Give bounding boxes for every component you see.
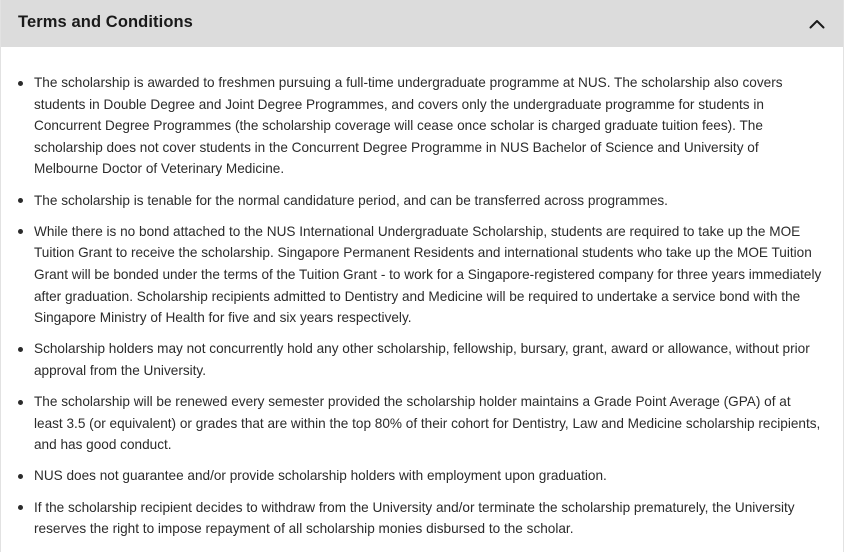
term-text: NUS does not guarantee and/or provide scholarship holders with employment upon graduation.	[34, 468, 607, 484]
term-text: If the scholarship recipient decides to withdraw from the University and/or terminate the scholarship prematurely, the University reserves the right to impose repayment of all scholarship monies disbursed to the scholar.	[34, 499, 795, 537]
term-text: The scholarship is awarded to freshmen pursuing a full-time undergraduate programme at NUS. The scholarship also covers students in Double Degree and Joint Degree Programmes, and covers only the undergraduate programme for students in Concurrent Degree Programmes (the scholarship coverage will cease once scholar is charged graduate tuition fees). The scholarship does not cover students in the Concurrent Degree Programme in NUS Bachelor of Science and University of Melbourne Doctor of Veterinary Medicine.	[34, 75, 783, 177]
term-text: While there is no bond attached to the NUS International Undergraduate Scholarship, students are required to take up the MOE Tuition Grant to receive the scholarship. Singapore Permanent Residents and international students who take up the MOE Tuition Grant will be bonded under the terms of the Tuition Grant - to work for a Singapore-registered company for three years immediately after graduation. Scholarship recipients admitted to Dentistry and Medicine will be required to undertake a service bond with the Singapore Ministry of Health for five and six years respectively.	[34, 223, 822, 326]
bullet-icon	[18, 347, 23, 352]
list-item	[15, 221, 823, 329]
bullet-icon	[18, 198, 23, 203]
term-text: The scholarship will be renewed every semester provided the scholarship holder maintains a Grade Point Average (GPA) of at least 3.5 (or equivalent) or grades that are within the top 80% of their cohort for Dentistry, Law and Medicine scholarship recipients, and has good conduct.	[34, 394, 821, 453]
accordion-header[interactable]	[1, 0, 843, 47]
bullet-icon	[18, 229, 23, 234]
chevron-up-icon-svg	[809, 19, 825, 29]
list-item	[15, 465, 823, 487]
term-text: Scholarship holders may not concurrently hold any other scholarship, fellowship, bursary, grant, award or allowance, without prior approval from the University.	[34, 341, 810, 378]
section-title: Terms and Conditions	[18, 13, 193, 31]
list-item	[15, 497, 823, 540]
chevron-up-icon[interactable]	[808, 15, 826, 33]
terms-list	[15, 72, 823, 540]
bullet-icon	[18, 81, 23, 86]
term-text: The scholarship is tenable for the normal candidature period, and can be transferred across programmes.	[34, 192, 668, 208]
accordion-body	[1, 47, 843, 540]
bullet-icon	[18, 400, 23, 405]
list-item	[15, 190, 823, 212]
list-item	[15, 338, 823, 381]
list-item	[15, 72, 823, 180]
bullet-icon	[18, 505, 23, 510]
bullet-icon	[18, 474, 23, 479]
list-item	[15, 391, 823, 456]
